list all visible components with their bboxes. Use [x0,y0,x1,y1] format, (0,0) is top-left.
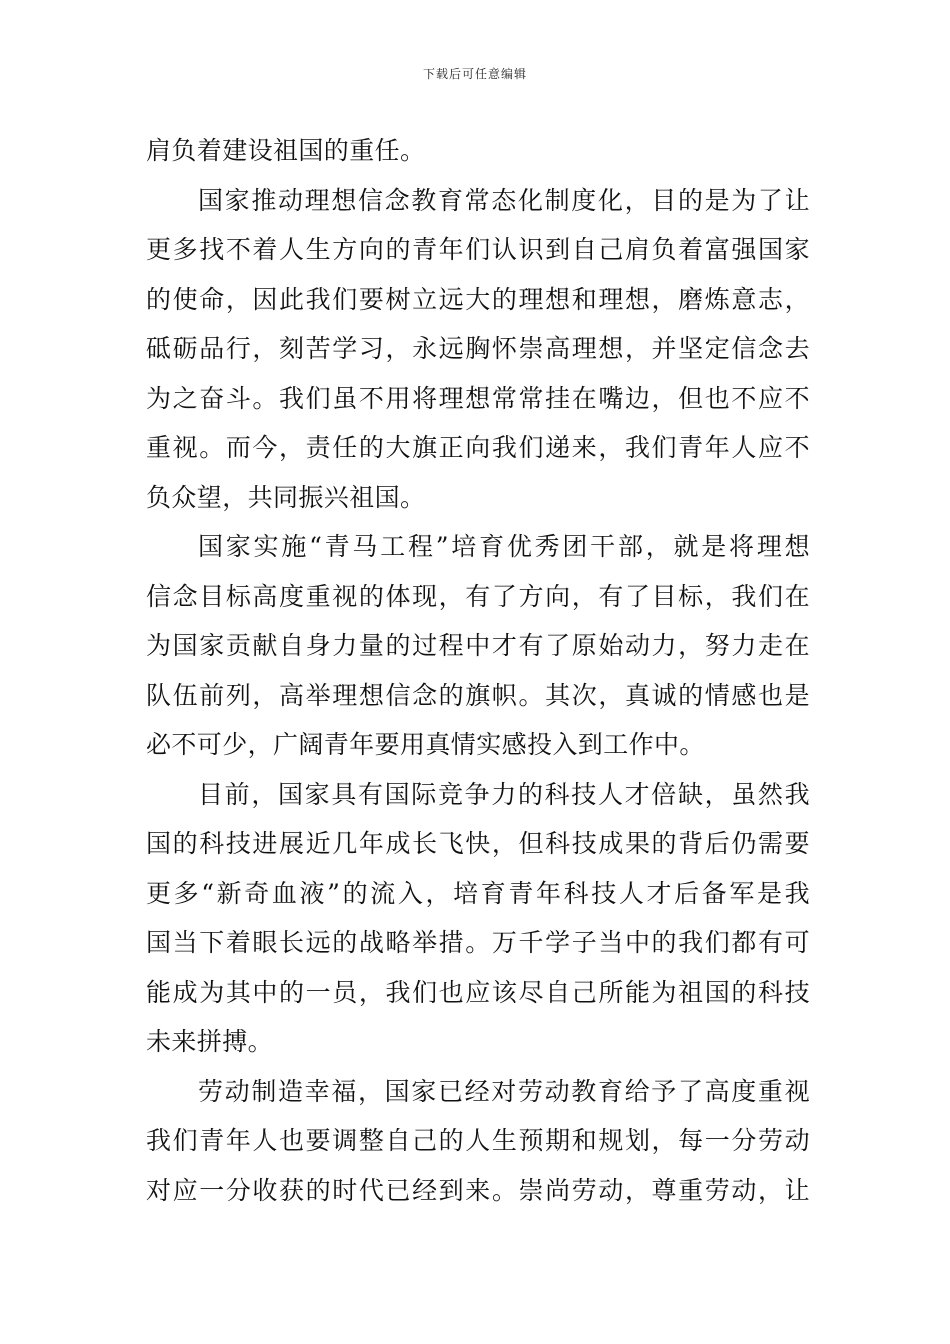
text-line: 的使命，因此我们要树立远大的理想和理想，磨炼意志， [146,284,810,314]
text-line: 目前，国家具有国际竞争力的科技人才倍缺，虽然我 [198,779,810,809]
text-line: 负众望，共同振兴祖国。 [146,482,426,512]
text-line: 国家实施“青马工程”培育优秀团干部，就是将理想 [198,532,810,561]
text-line: 为之奋斗。我们虽不用将理想常常挂在嘴边，但也不应不 [146,383,810,413]
text-line: 砥砺品行，刻苦学习，永远胸怀崇高理想，并坚定信念去 [146,334,810,363]
text-line: 我们青年人也要调整自己的人生预期和规划，每一分劳动 [146,1126,810,1155]
text-line: 国当下着眼长远的战略举措。万千学子当中的我们都有可 [146,928,810,957]
text-line: 对应一分收获的时代已经到来。崇尚劳动，尊重劳动，让 [146,1175,810,1205]
text-line: 必不可少，广阔青年要用真情实感投入到工作中。 [146,730,705,759]
text-line: 国的科技进展近几年成长飞快，但科技成果的背后仍需要 [146,829,810,858]
text-line: 更多“新奇血液”的流入，培育青年科技人才后备军是我 [146,878,810,908]
text-line: 劳动制造幸福，国家已经对劳动教育给予了高度重视 [198,1076,810,1106]
document-body [146,126,810,1215]
text-line: 能成为其中的一员，我们也应该尽自己所能为祖国的科技 [146,977,810,1007]
text-line: 信念目标高度重视的体现，有了方向，有了目标，我们在 [146,581,810,611]
page-header: 下载后可任意编辑 [422,67,527,81]
text-line: 未来拼搏。 [146,1027,274,1056]
text-line: 队伍前列，高举理想信念的旗帜。其次，真诚的情感也是 [146,680,810,710]
text-line: 肩负着建设祖国的重任。 [146,136,426,165]
text-line: 为国家贡献自身力量的过程中才有了原始动力，努力走在 [146,631,810,660]
text-line: 国家推动理想信念教育常态化制度化，目的是为了让 [198,185,810,215]
text-line: 重视。而今，责任的大旗正向我们递来，我们青年人应不 [146,433,810,462]
text-line: 更多找不着人生方向的青年们认识到自己肩负着富强国家 [146,235,810,264]
